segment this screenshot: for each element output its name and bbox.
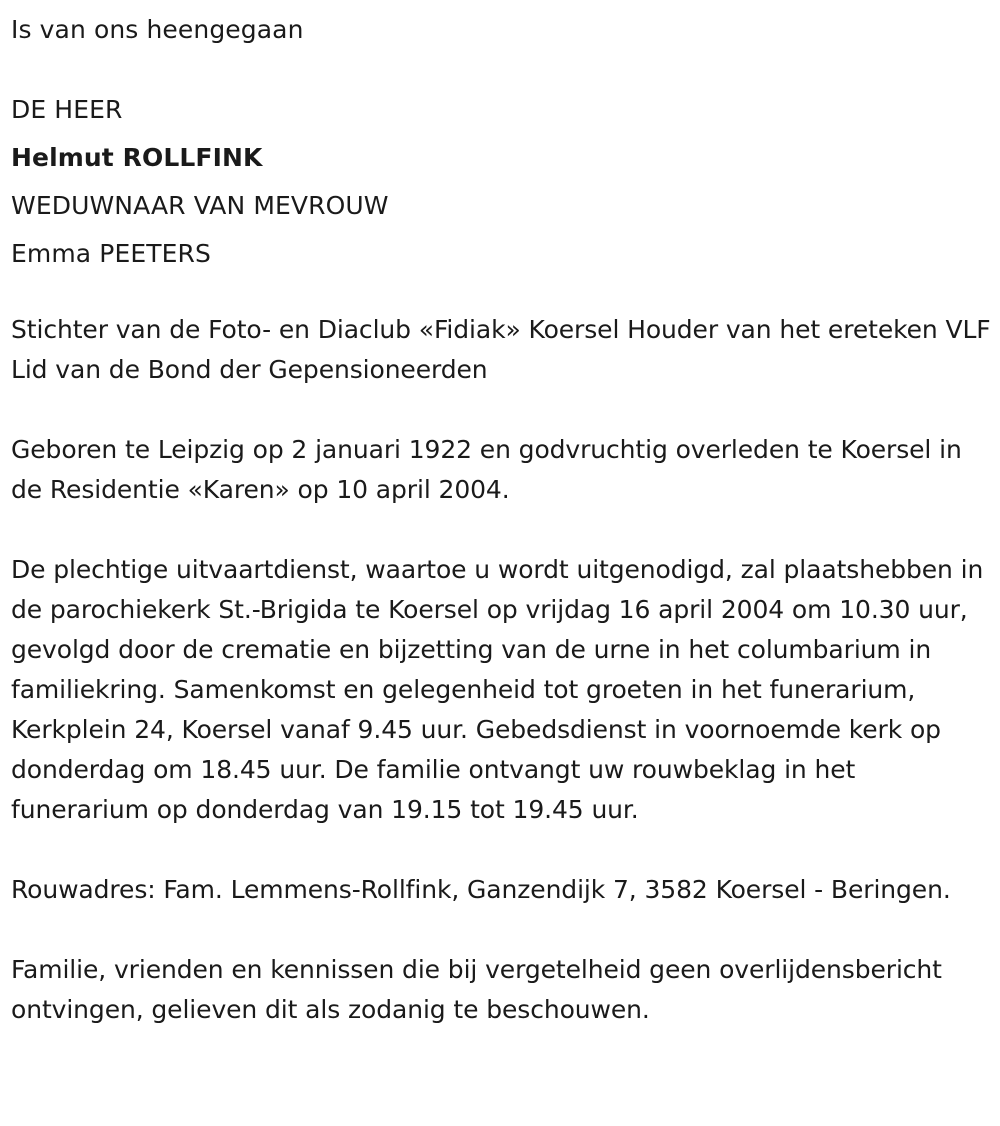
deceased-name: Helmut ROLLFINK <box>11 143 263 172</box>
spacer <box>11 510 990 550</box>
spacer <box>11 390 990 430</box>
spacer <box>11 910 990 950</box>
spacer <box>11 278 990 310</box>
relation-text: WEDUWNAAR VAN MEVROUW <box>11 191 389 220</box>
address-paragraph: Rouwadres: Fam. Lemmens-Rollfink, Ganzendijk 7, 3582 Koersel - Beringen. <box>11 875 951 904</box>
spacer <box>11 830 990 870</box>
notice-paragraph: Familie, vrienden en kennissen die bij vergetelheid geen overlijdensbericht ontvingen, gelieven dit als zodanig te beschouwen. <box>11 955 942 1024</box>
spacer <box>11 54 990 86</box>
birth-death-paragraph: Geboren te Leipzig op 2 januari 1922 en godvruchtig overleden te Koersel in de Residentie «Karen» op 10 april 2004. <box>11 435 962 504</box>
spouse-name: Emma PEETERS <box>11 239 211 268</box>
honors-paragraph: Stichter van de Foto- en Diaclub «Fidiak» Koersel Houder van het ereteken VLF Lid van de Bond der Gepensioneerden <box>11 315 991 384</box>
intro-text: Is van ons heengegaan <box>11 15 304 44</box>
honorific-title: DE HEER <box>11 95 123 124</box>
funeral-paragraph: De plechtige uitvaartdienst, waartoe u wordt uitgenodigd, zal plaatshebben in de parochiekerk St.-Brigida te Koersel op vrijdag 16 april 2004 om 10.30 uur, gevolgd door de crematie en bijzetting van de urne in het columbarium in familiekring. Samenkomst en gelegenheid tot groeten in het funerarium, Kerkplein 24, Koersel vanaf 9.45 uur. Gebedsdienst in voornoemde kerk op donderdag om 18.45 uur. De familie ontvangt uw rouwbeklag in het funerarium op donderdag van 19.15 tot 19.45 uur. <box>11 555 984 824</box>
